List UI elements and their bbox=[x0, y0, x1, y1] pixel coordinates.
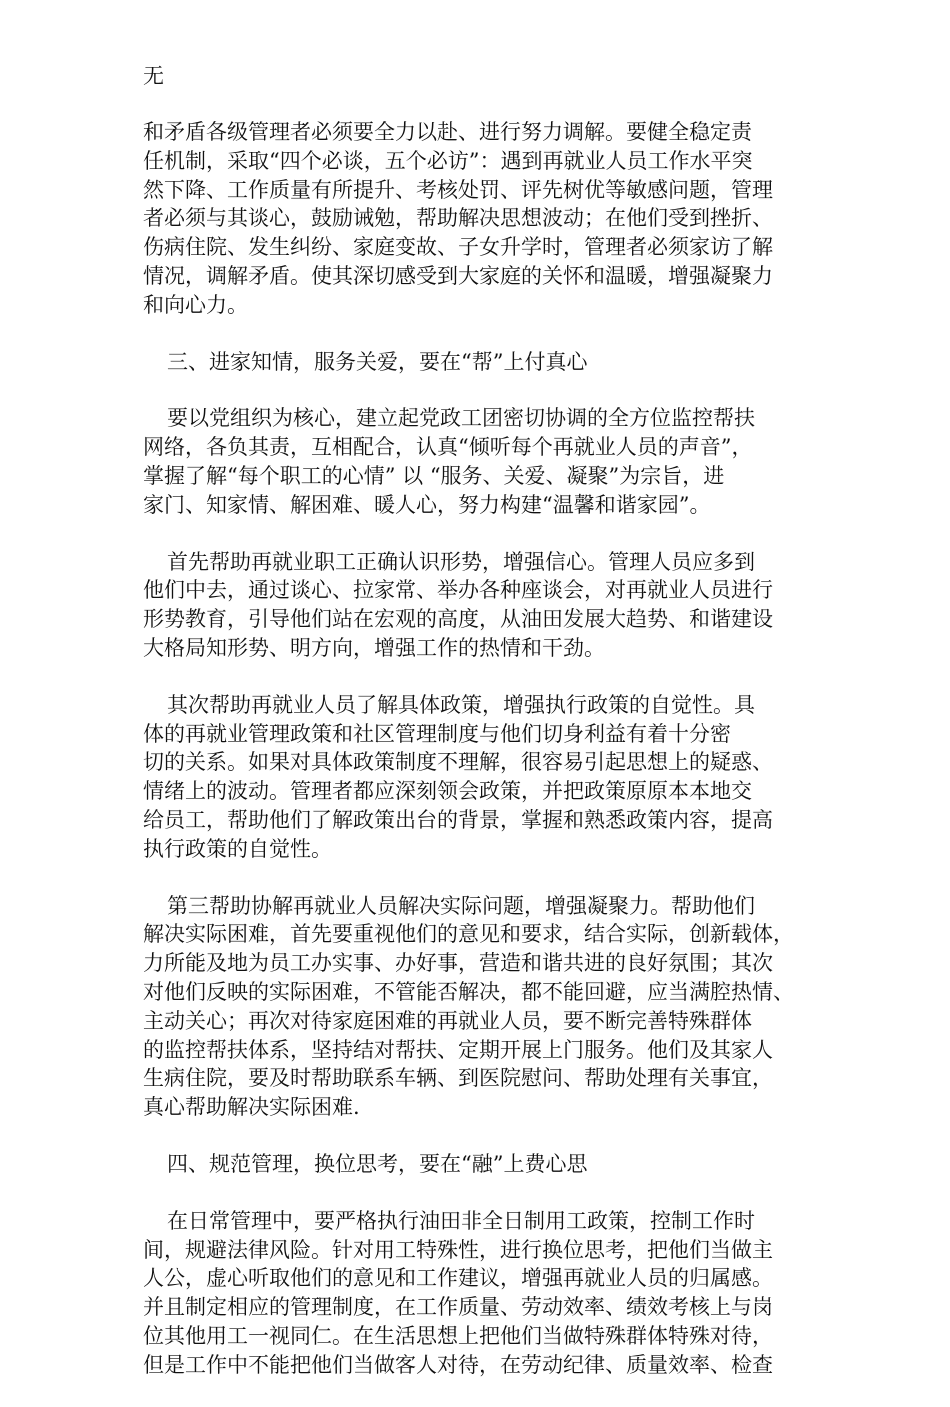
paragraph bbox=[143, 548, 813, 663]
paragraph-line: 伤病住院、发生纠纷、家庭变故、子女升学时，管理者必须家访了解 bbox=[143, 235, 773, 260]
paragraph-line: 的监控帮扶体系，坚持结对帮扶、定期开展上门服务。他们及其家人 bbox=[143, 1037, 773, 1062]
paragraph-line: 并且制定相应的管理制度，在工作质量、劳动效率、绩效考核上与岗 bbox=[143, 1295, 773, 1320]
paragraph-line: 主动关心；再次对待家庭困难的再就业人员，要不断完善特殊群体 bbox=[143, 1008, 752, 1033]
paragraph-line: 执行政策的自觉性。 bbox=[143, 836, 332, 861]
paragraph-line: 但是工作中不能把他们当做客人对待，在劳动纪律、质量效率、检查 bbox=[143, 1352, 773, 1377]
paragraph-line: 人公，虚心听取他们的意见和工作建议，增强再就业人员的归属感。 bbox=[143, 1266, 773, 1291]
paragraph-line: 给员工，帮助他们了解政策出台的背景，掌握和熟悉政策内容，提高 bbox=[143, 807, 773, 832]
paragraph-line: 间，规避法律风险。针对用工特殊性，进行换位思考，把他们当做主 bbox=[143, 1237, 773, 1262]
paragraph-line: 真心帮助解决实际困难. bbox=[143, 1095, 360, 1120]
paragraph-line: 家门、知家情、解困难、暖人心，努力构建“温馨和谐家园”。 bbox=[143, 492, 711, 517]
paragraph-line: 第三帮助协解再就业人员解决实际问题，增强凝聚力。帮助他们 bbox=[167, 893, 755, 918]
paragraph-line: 要以党组织为核心，建立起党政工团密切协调的全方位监控帮扶 bbox=[167, 406, 755, 431]
paragraph-line: 对他们反映的实际困难，不管能否解决，都不能回避，应当满腔热情、 bbox=[143, 979, 794, 1004]
paragraph-line: 解决实际困难，首先要重视他们的意见和要求，结合实际，创新载体， bbox=[143, 922, 794, 947]
paragraph-line: 掌握了解“每个职工的心情” 以 “服务、关爱、凝聚”为宗旨，进 bbox=[143, 463, 725, 488]
section-heading: 三、进家知情，服务关爱，要在“帮”上付真心 bbox=[167, 349, 588, 374]
paragraph-line: 情况，调解矛盾。使其深切感受到大家庭的关怀和温暖，增强凝聚力 bbox=[143, 263, 773, 288]
paragraph-line: 在日常管理中，要严格执行油田非全日制用工政策，控制工作时 bbox=[167, 1208, 755, 1233]
paragraph-line: 力所能及地为员工办实事、办好事，营造和谐共进的良好氛围；其次 bbox=[143, 951, 773, 976]
paragraph bbox=[143, 1207, 813, 1380]
paragraph-line: 大格局知形势、明方向，增强工作的热情和干劲。 bbox=[143, 635, 605, 660]
paragraph-line: 其次帮助再就业人员了解具体政策，增强执行政策的自觉性。具 bbox=[167, 692, 755, 717]
paragraph-line: 位其他用工一视同仁。在生活思想上把他们当做特殊群体特殊对待， bbox=[143, 1323, 773, 1348]
document-body bbox=[143, 118, 813, 1407]
paragraph-line: 和向心力。 bbox=[143, 292, 248, 317]
paragraph-line: 任机制，采取“四个必谈，五个必访”：遇到再就业人员工作水平突 bbox=[143, 148, 753, 173]
page-header: 无 bbox=[143, 64, 164, 88]
paragraph-line: 他们中去，通过谈心、拉家常、举办各种座谈会，对再就业人员进行 bbox=[143, 578, 773, 603]
paragraph bbox=[143, 691, 813, 864]
paragraph-line: 网络，各负其责，互相配合，认真“倾听每个再就业人员的声音”， bbox=[143, 435, 753, 460]
paragraph-line: 切的关系。如果对具体政策制度不理解，很容易引起思想上的疑惑、 bbox=[143, 750, 773, 775]
paragraph-line: 情绪上的波动。管理者都应深刻领会政策，并把政策原原本本地交 bbox=[143, 779, 752, 804]
paragraph bbox=[143, 404, 813, 519]
paragraph-line: 生病住院，要及时帮助联系车辆、到医院慰问、帮助处理有关事宜， bbox=[143, 1066, 773, 1091]
paragraph-line: 者必须与其谈心，鼓励诫勉，帮助解决思想波动；在他们受到挫折、 bbox=[143, 206, 773, 231]
section-heading: 四、规范管理，换位思考，要在“融”上费心思 bbox=[167, 1151, 588, 1176]
paragraph-line: 形势教育，引导他们站在宏观的高度，从油田发展大趋势、和谐建设 bbox=[143, 607, 773, 632]
paragraph bbox=[143, 118, 813, 320]
paragraph-line: 和矛盾各级管理者必须要全力以赴、进行努力调解。要健全稳定责 bbox=[143, 120, 752, 144]
paragraph-line: 首先帮助再就业职工正确认识形势，增强信心。管理人员应多到 bbox=[167, 549, 755, 574]
paragraph-line: 体的再就业管理政策和社区管理制度与他们切身利益有着十分密 bbox=[143, 721, 731, 746]
paragraph bbox=[143, 892, 813, 1122]
paragraph-line: 然下降、工作质量有所提升、考核处罚、评先树优等敏感问题，管理 bbox=[143, 177, 773, 202]
